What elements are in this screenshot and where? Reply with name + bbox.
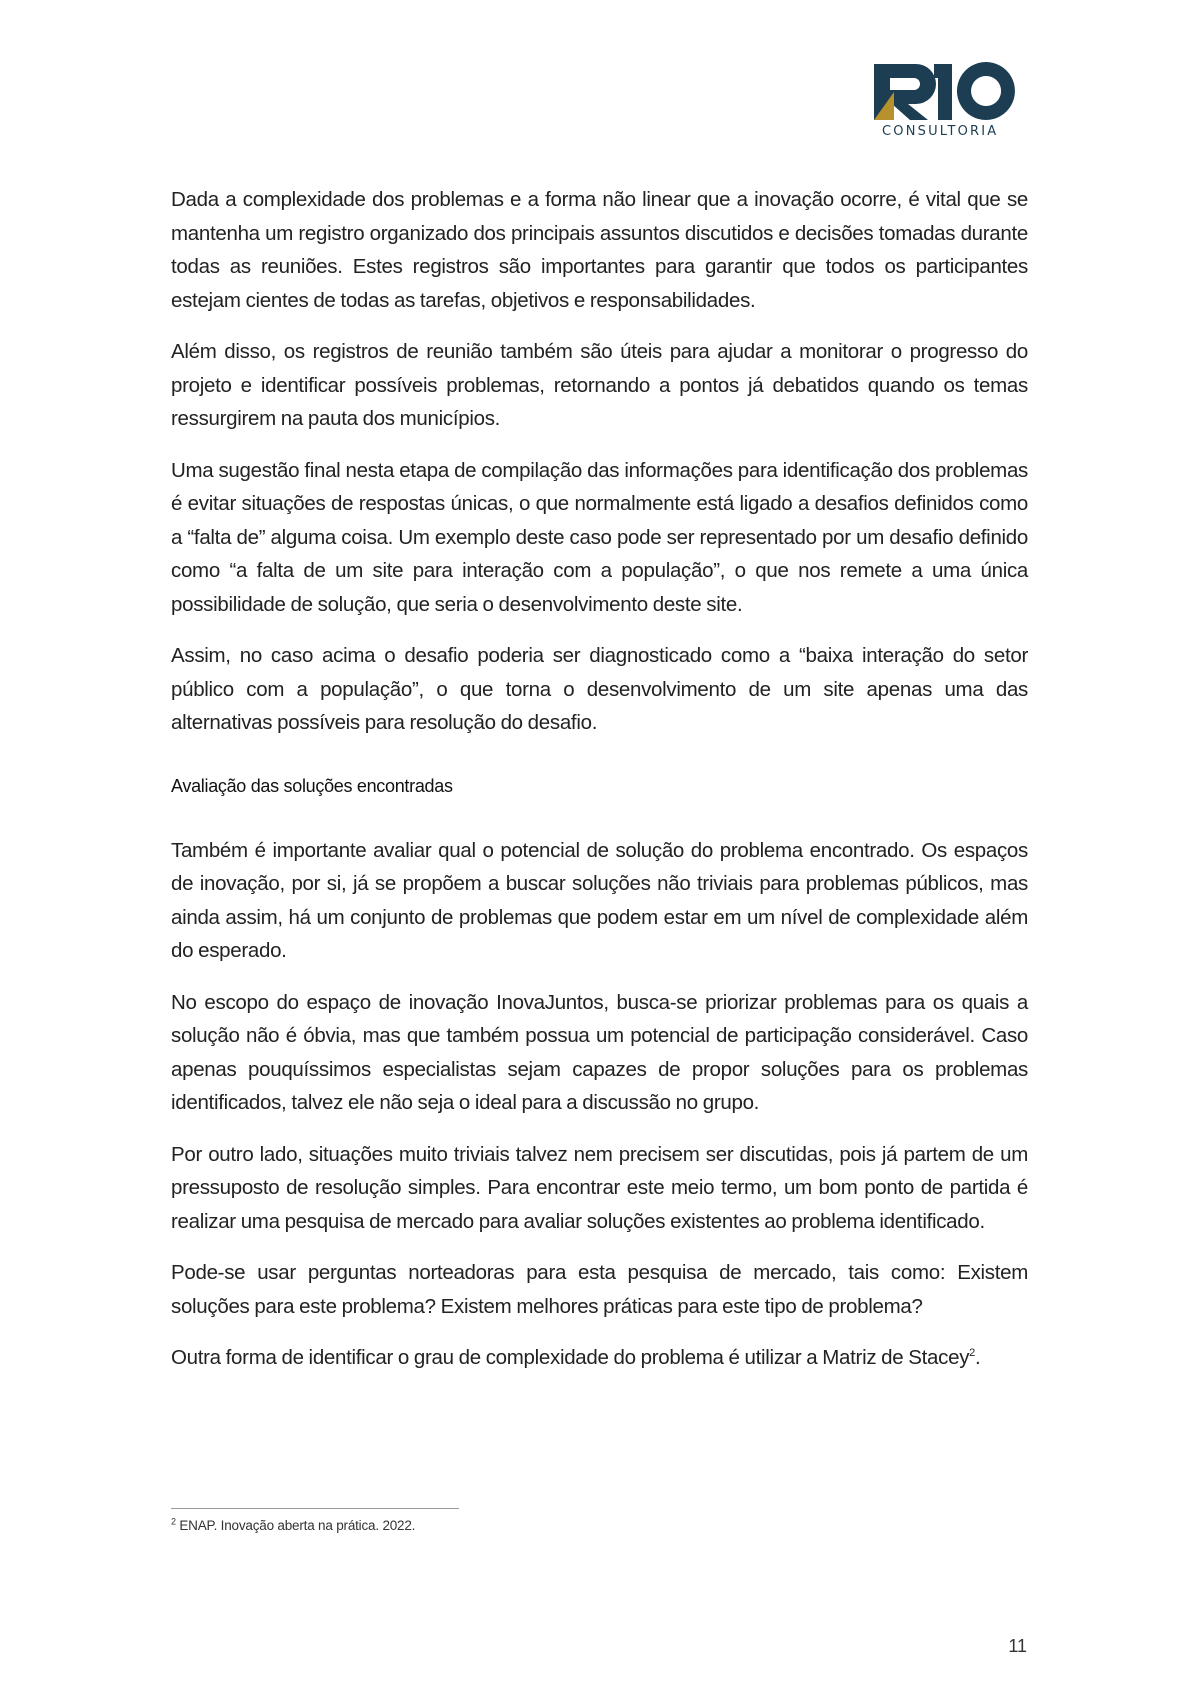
r10-logo-mark-icon <box>868 58 1018 124</box>
paragraph: Além disso, os registros de reunião também são úteis para ajudar a monitorar o progresso do projeto e identificar possíveis problemas, retornando a pontos já debatidos quando os temas ressurgirem na pauta dos municípios. <box>171 340 1028 430</box>
paragraph-end: . <box>974 1346 981 1369</box>
footnote-reference[interactable]: 2 <box>969 1347 975 1360</box>
footnote-text: ENAP. Inovação aberta na prática. 2022. <box>175 1518 416 1533</box>
paragraph: Pode-se usar perguntas norteadoras para esta pesquisa de mercado, tais como: Existem soluções para este problema? Existem melhores práticas para este tipo de problema? <box>171 1261 1028 1318</box>
footnote-marker: 2 <box>171 1516 176 1527</box>
page-number: 11 <box>1008 1636 1027 1656</box>
footnote <box>171 1518 415 1533</box>
paragraph: Assim, no caso acima o desafio poderia ser diagnosticado como a “baixa interação do setor público com a população”, o que torna o desenvolvimento de um site apenas uma das alternativas possíveis para resolução do desafio. <box>171 644 1028 734</box>
paragraph: Por outro lado, situações muito triviais talvez nem precisem ser discutidas, pois já partem de um pressuposto de resolução simples. Para encontrar este meio termo, um bom ponto de partida é realizar uma pesquisa de mercado para avaliar soluções existentes ao problema identificado. <box>171 1142 1028 1233</box>
paragraph: Dada a complexidade dos problemas e a forma não linear que a inovação ocorre, é vital que se mantenha um registro organizado dos principais assuntos discutidos e decisões tomadas durante todas as reuniões. Estes registros são importantes para garantir que todos os participantes estejam cientes de todas as tarefas, objetivos e responsabilidades. <box>171 188 1028 312</box>
company-logo <box>868 58 1018 148</box>
document-body <box>171 183 1028 1393</box>
section-heading: Avaliação das soluções encontradas <box>171 775 453 796</box>
paragraph: No escopo do espaço de inovação InovaJuntos, busca-se priorizar problemas para os quais a solução não é óbvia, mas que também possua um potencial de participação considerável. Caso apenas pouquíssimos especialistas sejam capazes de propor soluções para os problemas identificados, talvez ele não seja o ideal para a discussão no grupo. <box>171 990 1028 1114</box>
footnote-divider <box>171 1508 459 1509</box>
paragraph: Também é importante avaliar qual o potencial de solução do problema encontrado. Os espaços de inovação, por si, já se propõem a buscar soluções não triviais para problemas públicos, mas ainda assim, há um conjunto de problemas que podem estar em um nível de complexidade além do esperado. <box>171 838 1028 962</box>
paragraph-with-footnote-ref <box>171 1341 1028 1375</box>
paragraph-text: Outra forma de identificar o grau de complexidade do problema é utilizar a Matriz de Stacey <box>171 1346 970 1369</box>
logo-subtitle: CONSULTORIA <box>882 124 999 139</box>
paragraph: Uma sugestão final nesta etapa de compilação das informações para identificação dos problemas é evitar situações de respostas únicas, o que normalmente está ligado a desafios definidos como a “falta de” alguma coisa. Um exemplo deste caso pode ser representado por um desafio definido como “a falta de um site para interação com a população”, o que nos remete a uma única possibilidade de solução, que seria o desenvolvimento deste site. <box>171 458 1028 616</box>
